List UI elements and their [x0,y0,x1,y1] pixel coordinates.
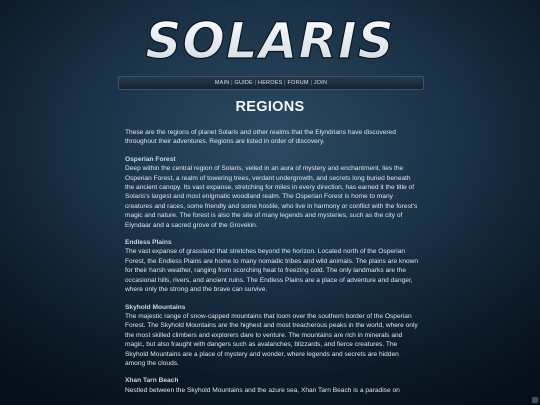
intro-text: These are the regions of planet Solaris and other realms that the Elyndrians have discovered throughout their adventures. Regions are listed in order of discovery. [125,129,396,146]
region-description: Nestled between the Skyhold Mountains and the azure sea, Xhan Tarn Beach is a paradise on [125,386,400,394]
nav-separator: | [229,80,235,86]
scrollbar[interactable] [532,0,538,405]
main-content [125,128,420,403]
site-logo[interactable] [0,12,540,74]
region-section [125,376,420,395]
main-navigation [118,76,424,90]
solaris-logo-graphic [135,12,405,74]
nav-separator: | [308,80,314,86]
region-section [125,155,420,230]
nav-link-heroes[interactable]: HEROES [258,80,283,86]
region-description: Deep within the central region of Solaris, veiled in an aura of mystery and enchantment, lies the Osperian Forest, a realm of towering trees, verdant undergrowth, and secrets long buried beneath the ancient canopy. Its vast expanse, stretching for miles in every direction, has earned it the title of Solaris's largest and most enigmatic woodland realm. The Osperian Forest is home to many creatures and races, some friendly and some hostile, who live in harmony or conflict with the forest's magic and nature. The forest is also the site of many legends and mysteries, such as the city of Elyndaar and a sacred grove of the Grovekin. [125,165,418,229]
scroll-down-arrow[interactable] [532,397,538,403]
nav-link-main[interactable]: MAIN [214,80,230,86]
region-heading: Xhan Tarn Beach [125,377,179,385]
region-description: The vast expanse of grassland that stretches beyond the horizon. Located north of the Osperian Forest, the Endless Plains are home to many nomadic tribes and wild animals. The plains are known for their harsh weather, ranging from scorching heat to freezing cold. The only landmarks are the occasional hills, rivers, and ancient ruins. The Endless Plains are a place of adventure and danger, where only the strong and the brave can survive. [125,248,419,294]
region-heading: Osperian Forest [125,155,176,163]
nav-link-guide[interactable]: GUIDE [234,80,253,86]
region-section [125,238,420,294]
nav-link-join[interactable]: JOIN [313,80,328,86]
page-title: REGIONS [235,99,305,115]
region-section [125,303,420,369]
nav-link-forum[interactable]: FORUM [287,80,309,86]
logo-text: SOLARIS [145,12,395,70]
nav-separator: | [282,80,288,86]
nav-separator: | [252,80,259,86]
region-description: The majestic range of snow-capped mountains that loom over the southern border of the Osperian Forest. The Skyhold Mountains are the highest and most treacherous peaks in the world, where only the most skilled climbers and explorers dare to venture. The mountains are rich in minerals and magic, but also fraught with dangers such as avalanches, blizzards, and fierce creatures. The Skyhold Mountains are a place of mystery and wonder, where legends and secrets are hidden among the clouds. [125,312,418,367]
region-heading: Endless Plains [125,239,172,247]
regions-list [125,155,420,395]
region-heading: Skyhold Mountains [125,303,186,311]
